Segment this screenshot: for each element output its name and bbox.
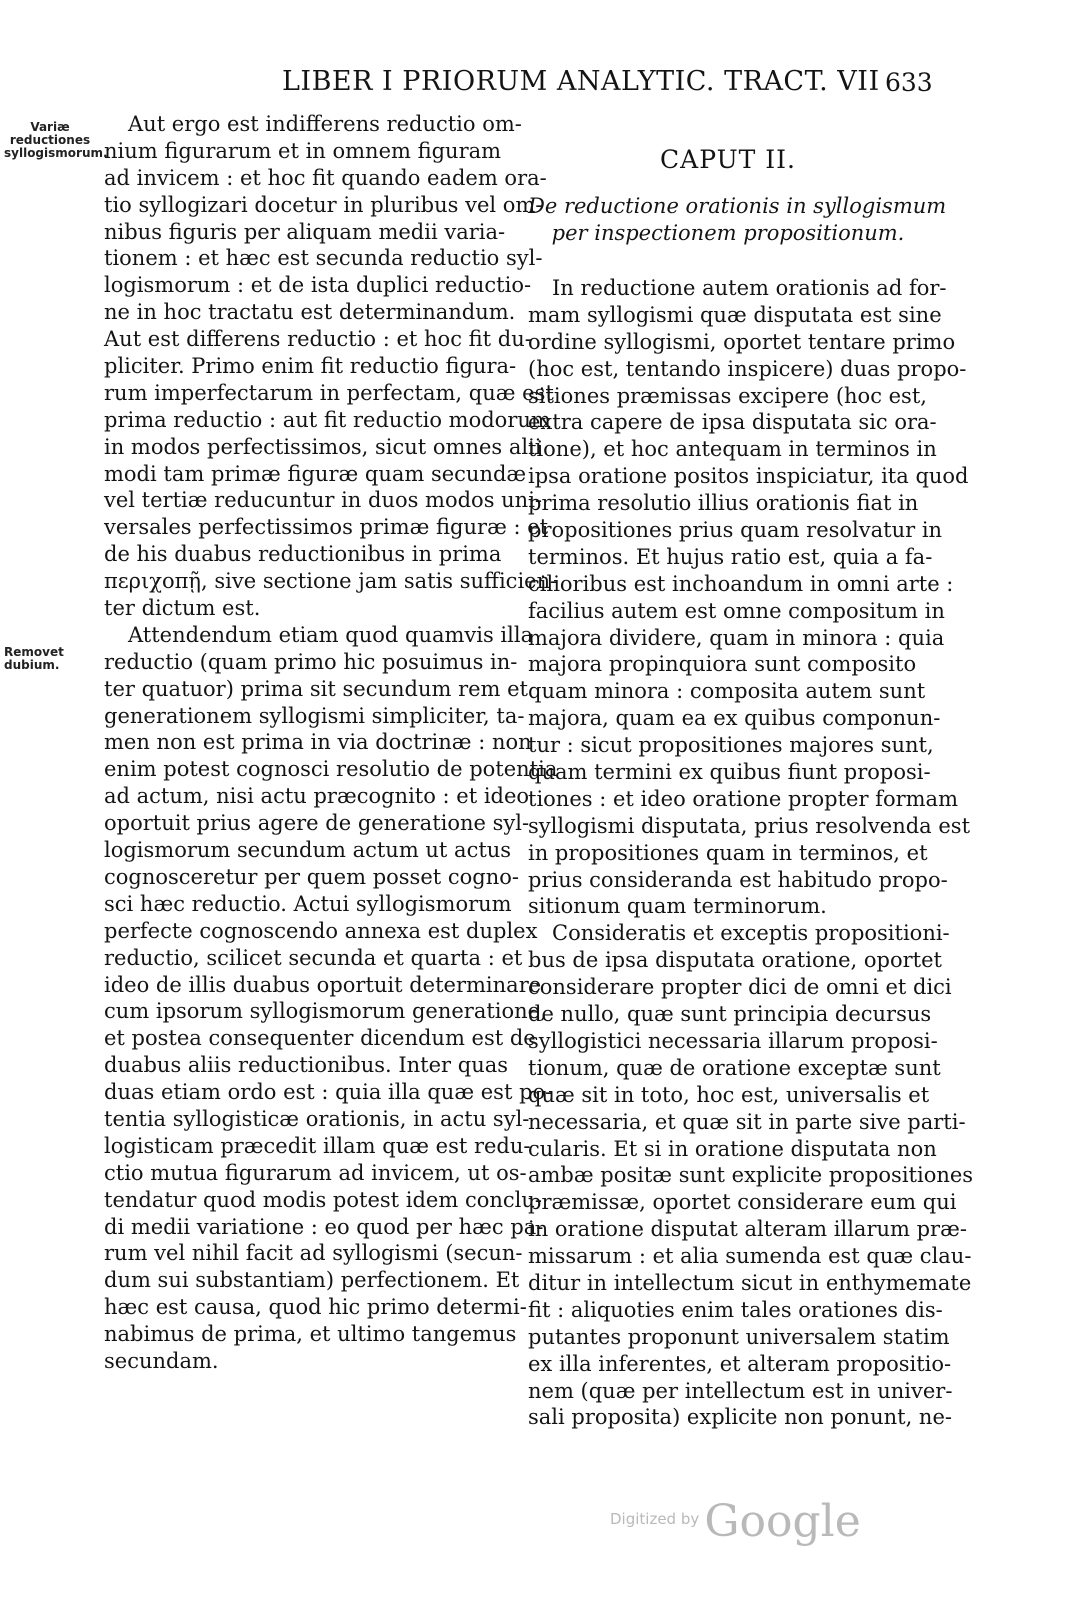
text-line: Aut est differens reductio : et hoc fit du- — [104, 327, 532, 352]
margin-note-reductions: Variæ reductiones syllogismorum. — [4, 120, 108, 160]
text-line: ditur in intellectum sicut in enthymemate — [528, 1270, 972, 1295]
text-line: tio syllogizari docetur in pluribus vel om- — [104, 192, 543, 217]
chapter-subtitle-line: per inspectionem propositionum. — [551, 221, 905, 245]
text-line: nabimus de prima, et ultimo tangemus — [104, 1322, 517, 1347]
text-line: præmissæ, oportet considerare eum qui — [528, 1190, 957, 1215]
text-line: prima resolutio illius orationis fiat in — [528, 491, 919, 516]
text-line: dum sui substantiam) perfectionem. Et — [104, 1268, 520, 1293]
text-line: terminos. Et hujus ratio est, quia a fa- — [528, 544, 933, 569]
text-line: extra capere de ipsa disputata sic ora- — [528, 410, 937, 435]
text-line: ter dictum est. — [104, 596, 261, 621]
text-line: fit : aliquoties enim tales orationes dis- — [528, 1297, 943, 1322]
text-line: tentia syllogisticæ orationis, in actu syl- — [104, 1106, 530, 1131]
text-line: cognosceretur per quem posset cogno- — [104, 864, 519, 889]
text-line: Attendendum etiam quod quamvis illa — [128, 622, 534, 647]
text-line: vel tertiæ reducuntur in duos modos uni- — [104, 488, 543, 513]
text-line: ex illa inferentes, et alteram propositio- — [528, 1351, 952, 1376]
text-line: hæc est causa, quod hic primo determi- — [104, 1295, 527, 1320]
text-line: duas etiam ordo est : quia illa quæ est po- — [104, 1080, 553, 1105]
text-line: in oratione disputat alteram illarum præ- — [528, 1217, 967, 1242]
text-line: ordine syllogismi, oportet tentare primo — [528, 329, 956, 354]
text-line: et postea consequenter dicendum est de — [104, 1026, 536, 1051]
text-line: cum ipsorum syllogismorum generatione, — [104, 999, 547, 1024]
text-line: ad actum, nisi actu præcognito : et ideo — [104, 784, 530, 809]
text-line: sali proposita) explicite non ponunt, ne- — [528, 1405, 952, 1430]
text-line: duabus aliis reductionibus. Inter quas — [104, 1053, 509, 1078]
chapter-subtitle-line: De reductione orationis in syllogismum — [528, 194, 947, 218]
text-line: di medii variatione : eo quod per hæc pa- — [104, 1214, 544, 1239]
watermark-prefix: Digitized by — [610, 1510, 700, 1528]
text-line: logismorum secundum actum ut actus — [104, 838, 512, 863]
text-line: quam termini ex quibus fiunt proposi- — [528, 760, 931, 785]
text-line: in propositiones quam in terminos, et — [528, 840, 928, 865]
text-line: sci hæc reductio. Actui syllogismorum — [104, 891, 512, 916]
margin-note-removes-doubt: Removet dubium. — [4, 645, 64, 672]
text-line: versales perfectissimos primæ figuræ : et — [104, 515, 549, 540]
digitized-watermark — [610, 1496, 861, 1547]
right-column — [528, 137, 974, 1431]
text-line: considerare propter dici de omni et dici — [528, 975, 952, 1000]
text-line: logisticam præcedit illam quæ est redu- — [104, 1133, 531, 1158]
text-line: ad invicem : et hoc fit quando eadem ora- — [104, 165, 547, 190]
spacer — [528, 247, 928, 275]
text-line: tiones : et ideo oratione propter formam — [528, 786, 958, 811]
text-line: Consideratis et exceptis propositioni- — [552, 921, 950, 946]
text-line: pliciter. Primo enim fit reductio figura- — [104, 354, 517, 379]
chapter-title: CAPUT II. — [660, 145, 796, 174]
text-line: ne in hoc tractatu est determinandum. — [104, 300, 516, 325]
text-line: modi tam primæ figuræ quam secundæ — [104, 461, 527, 486]
text-line: reductio, scilicet secunda et quarta : et — [104, 945, 523, 970]
text-line: perfecte cognoscendo annexa est duplex — [104, 918, 538, 943]
text-line: mam syllogismi quæ disputata est sine — [528, 302, 942, 327]
text-line: tionem : et hæc est secunda reductio syl- — [104, 246, 543, 271]
right-column-body — [528, 275, 974, 1431]
text-line: bus de ipsa disputata oratione, oportet — [528, 948, 942, 973]
text-line: (hoc est, tentando inspicere) duas propo- — [528, 356, 967, 381]
text-line: sitionum quam terminorum. — [528, 894, 827, 919]
text-line: men non est prima in via doctrinæ : non — [104, 730, 532, 755]
page-number: 633 — [885, 68, 933, 97]
text-line: oportuit prius agere de generatione syl- — [104, 811, 530, 836]
text-line: tur : sicut propositiones majores sunt, — [528, 733, 934, 758]
text-line: majora, quam ea ex quibus componun- — [528, 706, 941, 731]
text-line: propositiones prius quam resolvatur in — [528, 518, 943, 543]
text-line: ipsa oratione positos inspiciatur, ita quod — [528, 464, 969, 489]
text-line: tionum, quæ de oratione exceptæ sunt — [528, 1055, 941, 1080]
text-line: secundam. — [104, 1348, 219, 1373]
text-line: de nullo, quæ sunt principia decursus — [528, 1002, 932, 1027]
left-column — [104, 111, 558, 1375]
text-line: syllogistici necessaria illarum proposi- — [528, 1028, 938, 1053]
text-line: rum imperfectarum in perfectam, quæ est — [104, 380, 554, 405]
text-line: ctio mutua figurarum ad invicem, ut os- — [104, 1160, 527, 1185]
google-logo: Google — [704, 1496, 861, 1547]
text-line: quæ sit in toto, hoc est, universalis et — [528, 1082, 930, 1107]
text-line: nium figurarum et in omnem figuram — [104, 138, 502, 163]
text-line: cularis. Et si in oratione disputata non — [528, 1136, 937, 1161]
text-line: tione), et hoc antequam in terminos in — [528, 437, 937, 462]
text-line: nibus figuris per aliquam medii varia- — [104, 219, 506, 244]
text-line: facilius autem est omne compositum in — [528, 598, 945, 623]
text-line: putantes proponunt universalem statim — [528, 1324, 950, 1349]
text-line: περιχοπῇ, sive sectione jam satis sufficien- — [104, 569, 558, 594]
text-line: In reductione autem orationis ad for- — [552, 276, 947, 300]
text-line: ter quatuor) prima sit secundum rem et — [104, 676, 528, 701]
text-line: prius consideranda est habitudo propo- — [528, 867, 948, 892]
text-line: cilioribus est inchoandum in omni arte : — [528, 571, 954, 596]
text-line: quam minora : composita autem sunt — [528, 679, 926, 704]
text-line: majora dividere, quam in minora : quia — [528, 625, 945, 650]
text-line: de his duabus reductionibus in prima — [104, 542, 502, 567]
text-line: majora propinquiora sunt composito — [528, 652, 917, 677]
text-line: ideo de illis duabus oportuit determinare — [104, 972, 542, 997]
text-line: reductio (quam primo hic posuimus in- — [104, 649, 518, 674]
text-line: in modos perfectissimos, sicut omnes alii — [104, 434, 542, 459]
text-line: rum vel nihil facit ad syllogismi (secun- — [104, 1241, 523, 1266]
text-line: generationem syllogismi simpliciter, ta- — [104, 703, 525, 728]
text-line: logismorum : et de ista duplici reductio- — [104, 273, 532, 298]
text-line: enim potest cognosci resolutio de potentia — [104, 757, 558, 782]
text-line: prima reductio : aut fit reductio modorum — [104, 407, 551, 432]
text-line: Aut ergo est indifferens reductio om- — [128, 112, 522, 136]
text-line: syllogismi disputata, prius resolvenda est — [528, 813, 971, 838]
text-line: tendatur quod modis potest idem conclu- — [104, 1187, 542, 1212]
text-line: sitiones præmissas excipere (hoc est, — [528, 383, 927, 408]
running-header-title: LIBER I PRIORUM ANALYTIC. TRACT. VII — [282, 66, 880, 97]
text-line: necessaria, et quæ sit in parte sive parti- — [528, 1109, 966, 1134]
text-line: nem (quæ per intellectum est in univer- — [528, 1378, 953, 1403]
text-line: missarum : et alia sumenda est quæ clau- — [528, 1244, 972, 1269]
text-line: ambæ positæ sunt explicite propositiones — [528, 1163, 974, 1188]
